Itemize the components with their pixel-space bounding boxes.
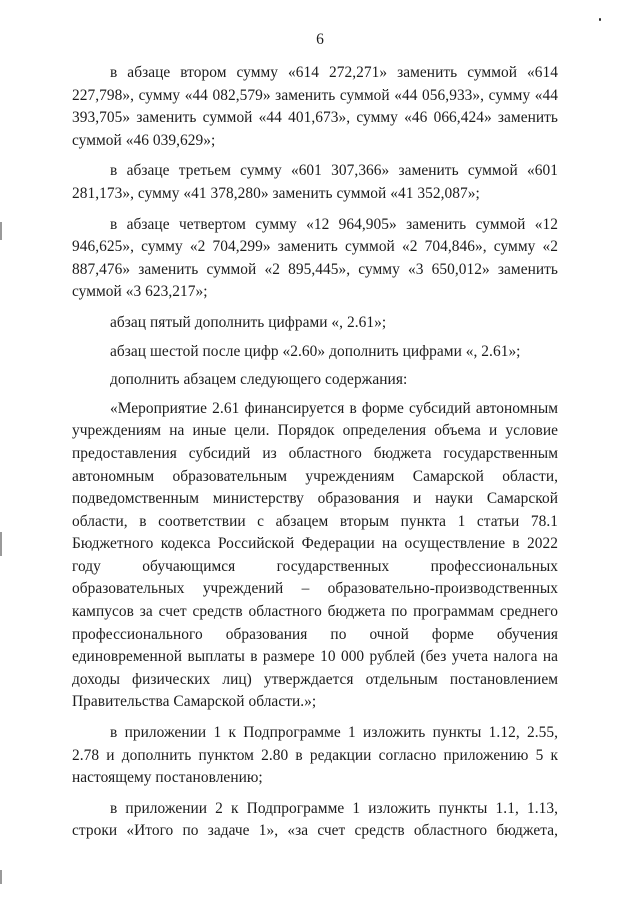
paragraph-quoted-measure-2-61: «Мероприятие 2.61 финансируется в форме субсидий автономным учреждениям на иные цели. Порядок определения объема и условие предоставления субсидий из областного бюджета государственным автономным образовательным учреждениям Самарской области, подведомственным министерству образования и науки Самарской области, в соответствии с абзацем вторым пункта 1 статьи 78.1 Бюджетного кодекса Российской Федерации на осуществление в 2022 году обучающимся государственных профессиональных образовательных учреждений – образовательно-производственных кампусов за счет средств областного бюджета по программам среднего профессионального образования по очной форме обучения единовременной выплаты в размере 10 000 рублей (без учета налога на доходы физических лиц) утверждается отдельным постановлением Правительства Самарской области.»; xyxy=(72,399,558,711)
scan-edge-mark xyxy=(0,532,2,556)
paragraph-appendix-2-amendment: в приложении 2 к Подпрограмме 1 изложить пункты 1.1, 1.13, строки «Итого по задаче 1», «за счет средств областного бюджета, xyxy=(72,799,558,840)
scan-edge-mark xyxy=(0,222,2,240)
page-number: 6 xyxy=(316,31,324,48)
paragraph-appendix-1-amendment: в приложении 1 к Подпрограмме 1 изложить пункты 1.12, 2.55, 2.78 и дополнить пунктом 2.80 в редакции согласно приложению 5 к настоящему постановлению; xyxy=(72,724,558,787)
document-body xyxy=(72,62,558,851)
paragraph-add-abzac-intro: дополнить абзацем следующего содержания: xyxy=(110,371,408,389)
scan-edge-mark xyxy=(0,870,2,884)
paragraph-amendment-third-abzac: в абзаце третьем сумму «601 307,366» заменить суммой «601 281,173», сумму «41 378,280» заменить суммой «41 352,087»; xyxy=(72,162,558,202)
paragraph-amendment-fourth-abzac: в абзаце четвертом сумму «12 964,905» заменить суммой «12 946,625», сумму «2 704,299» заменить суммой «2 704,846», сумму «2 887,476» заменить суммой «2 895,445», сумму «3 650,012» заменить суммой «3 623,217»; xyxy=(72,215,558,301)
scan-speck xyxy=(599,18,601,21)
paragraph-amendment-sixth-abzac: абзац шестой после цифр «2.60» дополнить цифрами «, 2.61»; xyxy=(110,342,521,360)
paragraph-amendment-fifth-abzac: абзац пятый дополнить цифрами «, 2.61»; xyxy=(110,313,387,331)
paragraph-amendment-second-abzac: в абзаце втором сумму «614 272,271» заменить суммой «614 227,798», сумму «44 082,579» заменить суммой «44 056,933», сумму «44 393,705» заменить суммой «44 401,673», сумму «46 066,424» заменить суммой «46 039,629»; xyxy=(72,64,558,149)
